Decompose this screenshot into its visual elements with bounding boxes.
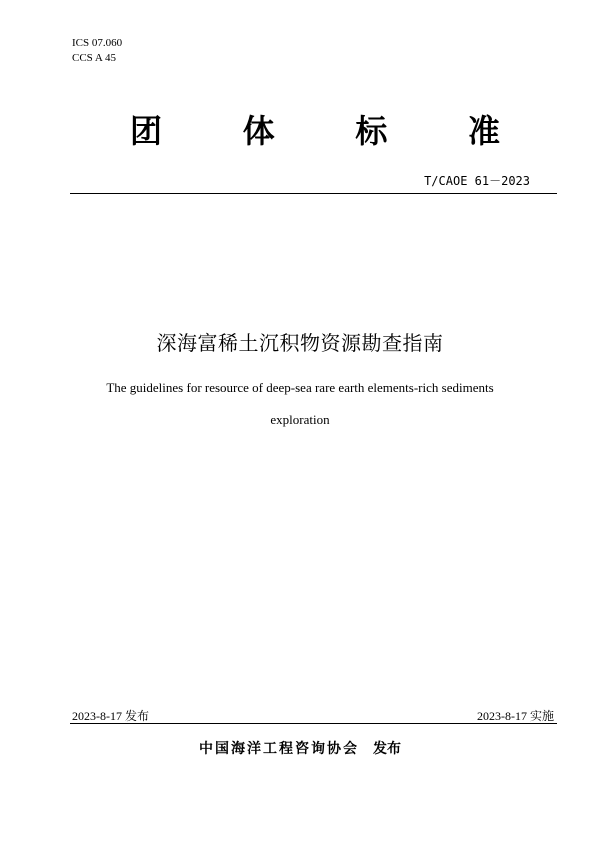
top-divider (70, 193, 557, 194)
document-type-char: 标 (355, 112, 388, 150)
ics-code: ICS 07.060 (72, 37, 123, 49)
title-chinese: 深海富稀土沉积物资源勘查指南 (156, 331, 444, 355)
publisher-organization: 中国海洋工程咨询协会 (199, 741, 359, 757)
classification-codes (72, 36, 122, 66)
effective-date: 2023-8-17 实施 (477, 709, 554, 723)
bottom-divider (70, 723, 557, 724)
document-type-heading (60, 106, 540, 150)
document-type-char: 准 (467, 112, 500, 150)
title-english-line-1: The guidelines for resource of deep-sea rare earth elements-rich sediments (106, 380, 494, 395)
document-type-char: 团 (130, 112, 163, 150)
publisher-action: 发布 (373, 741, 401, 757)
publisher-line (0, 738, 600, 758)
ccs-code: CCS A 45 (72, 52, 117, 64)
title-english-line-2: exploration (270, 412, 330, 427)
standard-code: T/CAOE 61－2023 (424, 174, 530, 188)
title-english (0, 372, 600, 436)
issue-date: 2023-8-17 发布 (72, 709, 149, 723)
document-type-char: 体 (242, 112, 275, 150)
